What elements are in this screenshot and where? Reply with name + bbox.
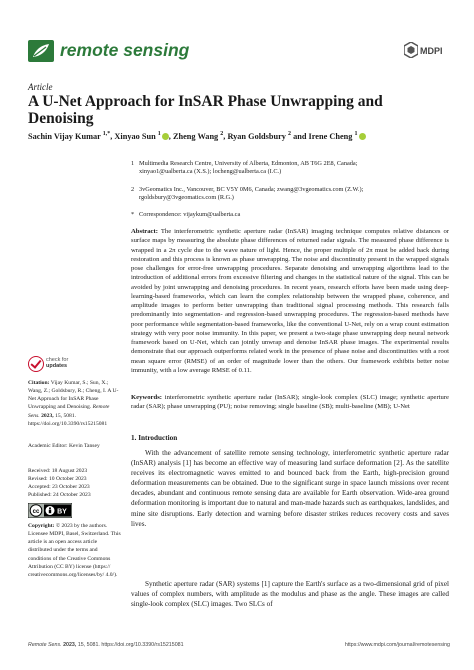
footer-citation: Remote Sens. 2023, 15, 5081. https://doi.org/10.3390/rs15215081 <box>28 642 184 648</box>
author-name: Xinyao Sun $^1$ <box>114 132 168 141</box>
check-updates-line1: check for <box>46 357 69 363</box>
abstract-label: Abstract: <box>131 228 158 235</box>
footer-journal-link[interactable]: https://www.mdpi.com/journal/remotesensing <box>344 642 450 648</box>
author-name: Ryan Goldsbury $^2$ <box>227 131 292 141</box>
svg-text:BY: BY <box>57 508 67 516</box>
author-list: Sachin Vijay Kumar $^{1,*}$, Xinyao Sun $^1$ , Zheng Wang $^2$, Ryan Goldsbury $^2$ and Irene Cheng $^1$ <box>28 131 448 141</box>
citation-block: Citation: Vijay Kumar, S.; Sun, X.; Wang, Z.; Goldsbury, R.; Cheng, I. A U-Net Approach for InSAR Phase Unwrapping and Denoising. Remote Sens. 2023, 15, 5081. https://doi.org/10.3390/rs15215081 <box>28 380 119 427</box>
check-updates-line2: updates <box>46 363 68 369</box>
abstract <box>131 227 449 375</box>
revised-date: Revised: 10 October 2023 <box>28 476 87 483</box>
check-updates-icon <box>28 356 44 372</box>
abstract-text: The interferometric synthetic aperture radar (InSAR) imaging technique computes relative distances or surface maps by measuring the absolute phase differences of returned radar signals. The measured phase difference is wrapped in a 2π cycle due to the wave nature of light. Hence, the proper multiple of 2π must be added back during restoration and this process is known as phase unwrapping. The noise and discontinuity present in the wrapped signals pose challenges for error-free unwrapping procedures. Separate denoising and unwrapping algorithms lead to the introduction of additional errors from excessive filtering and changes in the statistical nature of the signal. This can be avoided by joint unwrapping and denoising procedures. In recent years, research efforts have been made using deep-learning-based frameworks, which can learn the complex relationship between the wrapped phase, coherence, and amplitude images to perform better unwrapping than traditional signal processing methods. This research falls predominantly into segmentation- and regression-based unwrapping procedures. The regression-based methods have poor performance while segmentation-based frameworks, like the conventional U-Net, rely on a wrap count estimation strategy with very poor noise immunity. In this paper, we present a two-stage phase unwrapping deep neural network framework based on U-Net, which can jointly unwrap and denoise InSAR phase images. The experimental results demonstrate that our approach outperforms related work in the presence of phase noise and discontinuities with a root mean square error (RMSE) of an order of magnitude lower than the others. Our framework exhibits better noise immunity, with a low average RMSE of 0.11. <box>131 228 450 374</box>
accepted-date: Accepted: 23 October 2023 <box>28 484 90 491</box>
mdpi-hexagon-icon <box>404 42 418 58</box>
svg-text:cc: cc <box>32 509 40 515</box>
academic-editor: Academic Editor: Kevin Tansey <box>28 443 100 449</box>
section-heading: 1. Introduction <box>131 434 178 442</box>
received-date: Received: 18 August 2023 <box>28 468 88 474</box>
article-title: A U-Net Approach for InSAR Phase Unwrapping and Denoising <box>28 93 383 127</box>
leaf-satellite-icon <box>28 40 54 62</box>
published-date: Published: 24 October 2023 <box>28 492 91 499</box>
copyright-notice: Copyright: © 2023 by the authors. Licensee MDPI, Basel, Switzerland. This article is an open access article distributed under the terms and conditions of the Creative Commons Attribution (CC BY) license (https:// creativecommons.org/licenses/by/ 4.0/). <box>28 523 121 578</box>
affiliation-2: 2 3vGeomatics Inc., Vancouver, BC V5Y 0M6, Canada; zwang@3vgeomatics.com (Z.W.); rgoldsbury@3vgeomatics.com (R.G.) <box>131 186 364 202</box>
check-for-updates-button[interactable] <box>28 356 88 372</box>
article-type: Article <box>28 82 53 92</box>
keywords-text: interferometric synthetic aperture radar (InSAR); single-look complex (SLC) image; synthetic aperture radar (SAR); phase unwrapping (PU); noise removing; single baseline (SB); multi-baseline (MB); U-Net <box>131 394 449 411</box>
intro-paragraph-2: Synthetic aperture radar (SAR) systems [1] capture the Earth's surface as a two-dimensional grid of pixel values of complex numbers, with amplitude as the modulus and phase as the angle. These images are called single-look complex (SLC) images. Two SLCs of <box>131 580 449 609</box>
author-name: Zheng Wang $^2$ <box>172 131 224 141</box>
intro-paragraph-1: With the advancement of satellite remote sensing technology, interferometric synthetic aperture radar (InSAR) analysis [1] has become an effective way of measuring land surface deformation [2]. As the satellite receives its electromagnetic waves emitted to and bounced back from the Earth, high-precision ground deformation measurements can be obtained. Due to the significant surge in space launch missions over recent decades, abundant and continuous remote sensing data are available for Earth observation. Wide-area ground deformation monitoring is important due to natural and man-made hazards such as earthquakes, landslides, and mine site disruptions. Early detection and warning before disaster strikes reduces recovery costs and saves lives. <box>131 449 449 528</box>
citation-doi-link[interactable]: 15, 5081. https://doi.org/10.3390/rs15215081 <box>28 412 108 427</box>
keywords <box>131 393 449 412</box>
correspondence: * Correspondence: vijaykum@ualberta.ca <box>131 211 241 218</box>
orcid-icon[interactable] <box>162 133 169 140</box>
journal-name: remote sensing <box>60 40 190 60</box>
publisher-name: MDPI <box>420 46 443 56</box>
publication-dates <box>28 467 122 500</box>
keywords-label: Keywords: <box>131 394 162 401</box>
orcid-icon[interactable] <box>359 133 366 140</box>
author-name: Irene Cheng $^1$ <box>309 132 366 141</box>
affiliation-1: 1 Multimedia Research Centre, University of Alberta, Edmonton, AB T6G 2E8, Canada; xinyao1@ualberta.ca (X.S.); locheng@ualberta.ca (I.C.) <box>131 160 358 176</box>
author-name: Sachin Vijay Kumar $^{1,*}$ <box>28 131 111 141</box>
creative-commons-by-icon[interactable] <box>28 503 72 518</box>
